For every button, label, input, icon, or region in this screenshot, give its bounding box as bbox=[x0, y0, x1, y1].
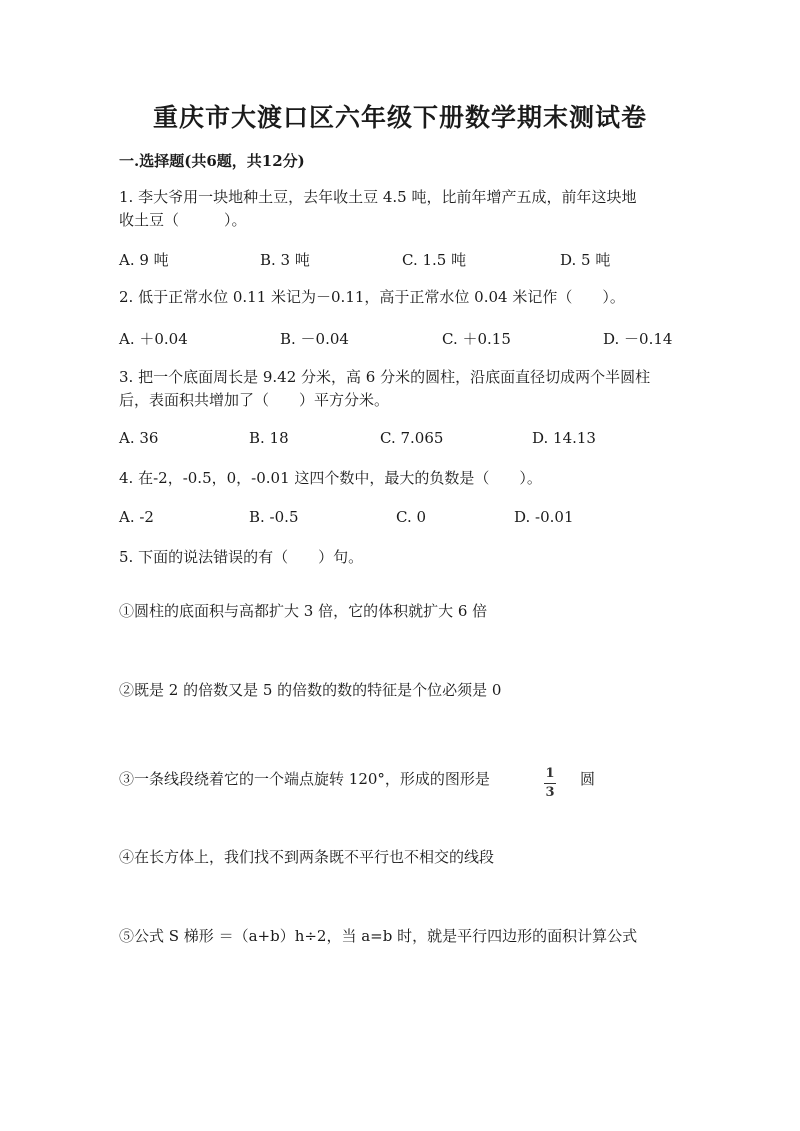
question-1-line1: 1. 李大爷用一块地种土豆，去年收土豆 4.5 吨，比前年增产五成，前年这块地 bbox=[119, 188, 637, 206]
question-5: 5. 下面的说法错误的有（ ）句。 bbox=[119, 548, 364, 566]
question-3-line2: 后，表面积共增加了（ ）平方分米。 bbox=[119, 391, 390, 409]
q2-option-d: D. －0.14 bbox=[603, 330, 673, 348]
section-heading: 一.选择题(共6题，共12分) bbox=[119, 152, 305, 170]
q4-option-d: D. -0.01 bbox=[514, 508, 574, 526]
q1-option-b: B. 3 吨 bbox=[260, 251, 310, 269]
q4-option-a: A. -2 bbox=[119, 508, 154, 526]
question-1-line2: 收土豆（ ）。 bbox=[119, 211, 247, 229]
question-3-line1: 3. 把一个底面周长是 9.42 分米，高 6 分米的圆柱，沿底面直径切成两个半圆柱 bbox=[119, 368, 651, 386]
statement-4: ④在长方体上，我们找不到两条既不平行也不相交的线段 bbox=[119, 848, 495, 866]
q2-option-a: A. ＋0.04 bbox=[119, 330, 188, 348]
q4-option-b: B. -0.5 bbox=[249, 508, 299, 526]
q2-option-c: C. ＋0.15 bbox=[442, 330, 511, 348]
fraction-numerator: 1 bbox=[545, 766, 555, 781]
q4-option-c: C. 0 bbox=[396, 508, 427, 526]
page-title: 重庆市大渡口区六年级下册数学期末测试卷 bbox=[152, 103, 647, 132]
question-1 bbox=[119, 186, 636, 232]
statement-2: ②既是 2 的倍数又是 5 的倍数的数的特征是个位必须是 0 bbox=[119, 681, 502, 699]
q1-option-d: D. 5 吨 bbox=[560, 251, 611, 269]
fraction-one-third bbox=[544, 762, 556, 800]
fraction-bar bbox=[544, 783, 556, 784]
question-4: 4. 在-2，-0.5，0，-0.01 这四个数中，最大的负数是（ ）。 bbox=[119, 469, 542, 487]
statement-3-suffix: 圆 bbox=[580, 770, 596, 788]
q2-option-b: B. －0.04 bbox=[280, 330, 349, 348]
q3-option-d: D. 14.13 bbox=[532, 429, 596, 447]
question-2: 2. 低于正常水位 0.11 米记为－0.11，高于正常水位 0.04 米记作（ ）。 bbox=[119, 288, 625, 306]
q3-option-a: A. 36 bbox=[119, 429, 159, 447]
question-3 bbox=[119, 366, 650, 412]
statement-1: ①圆柱的底面积与高都扩大 3 倍，它的体积就扩大 6 倍 bbox=[119, 602, 488, 620]
q1-option-c: C. 1.5 吨 bbox=[402, 251, 467, 269]
q1-option-a: A. 9 吨 bbox=[119, 251, 169, 269]
statement-3 bbox=[119, 768, 490, 791]
statement-3-text: ③一条线段绕着它的一个端点旋转 120°，形成的图形是 bbox=[119, 770, 490, 788]
fraction-denominator: 3 bbox=[545, 785, 555, 800]
q3-option-b: B. 18 bbox=[249, 429, 289, 447]
q3-option-c: C. 7.065 bbox=[380, 429, 444, 447]
statement-5: ⑤公式 S 梯形 ＝（a+b）h÷2，当 a=b 时，就是平行四边形的面积计算公式 bbox=[119, 927, 638, 945]
